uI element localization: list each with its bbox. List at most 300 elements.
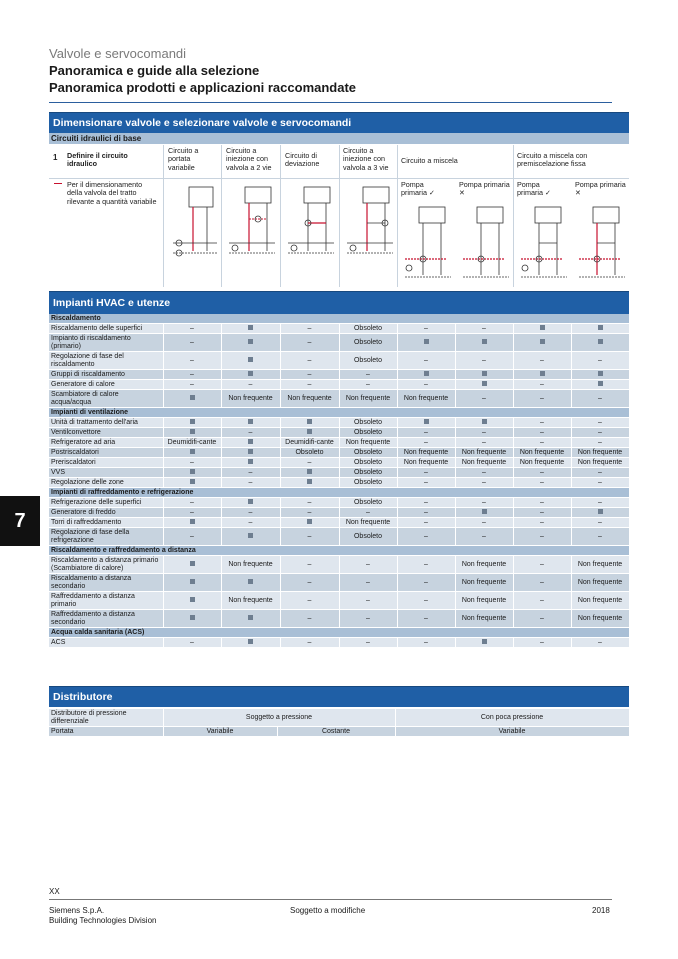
recommended-marker (190, 615, 195, 620)
circuit-diagram-injection-2way (225, 183, 279, 263)
table-cell: Non frequente (571, 592, 629, 610)
row-label: Regolazione delle zone (49, 478, 163, 488)
table-cell (221, 574, 280, 592)
footer-company: Siemens S.p.A. (49, 906, 105, 915)
table-cell (221, 438, 280, 448)
table-cell: – (455, 478, 513, 488)
recommended-marker (190, 561, 195, 566)
table-cell: – (455, 528, 513, 546)
table-cell (221, 638, 280, 648)
table-cell: Non frequente (455, 574, 513, 592)
recommended-marker (540, 339, 545, 344)
section-title: Riscaldamento e raffreddamento a distanza (49, 546, 629, 556)
recommended-marker (482, 381, 487, 386)
recommended-marker (540, 325, 545, 330)
table-row (49, 610, 629, 628)
table-cell: – (513, 438, 571, 448)
recommended-marker (482, 371, 487, 376)
table-cell (397, 370, 455, 380)
dimensioning-block (49, 112, 629, 144)
table-row (49, 498, 629, 508)
recommended-marker (190, 597, 195, 602)
row-label: Scambiatore di calore acqua/acqua (49, 390, 163, 408)
table-cell (163, 418, 221, 428)
distributor-bar: Distributore (49, 686, 629, 707)
circuit-diagram-premix-b (575, 203, 629, 285)
col-sep (513, 145, 514, 287)
table-cell (455, 370, 513, 380)
table-cell: Obsoleto (280, 448, 339, 458)
recommended-marker (248, 459, 253, 464)
distributor-cell: Variabile (163, 727, 277, 737)
table-cell: – (455, 438, 513, 448)
circuit-col: Circuito a iniezione con valvola a 3 vie (343, 146, 389, 172)
row-label: Preriscaldatori (49, 458, 163, 468)
table-cell: – (571, 498, 629, 508)
table-cell: Obsoleto (339, 352, 397, 370)
recommended-marker (248, 533, 253, 538)
table-cell: – (455, 324, 513, 334)
table-cell: Non frequente (221, 556, 280, 574)
table-cell: – (513, 592, 571, 610)
table-cell: – (513, 508, 571, 518)
table-cell: – (163, 380, 221, 390)
row-label: Regolazione di fase del riscaldamento (49, 352, 163, 370)
table-cell (221, 448, 280, 458)
table-row (49, 324, 629, 334)
table-cell (455, 334, 513, 352)
table-cell: – (339, 638, 397, 648)
table-cell: – (455, 518, 513, 528)
table-cell: Non frequente (571, 574, 629, 592)
table-cell: Non frequente (571, 556, 629, 574)
table-cell: – (397, 638, 455, 648)
table-cell (163, 574, 221, 592)
table-row (49, 352, 629, 370)
table-cell (221, 458, 280, 468)
table-cell (163, 478, 221, 488)
recommended-marker (482, 639, 487, 644)
dimensioning-bar: Dimensionare valvole e selezionare valvole e servocomandi (49, 112, 629, 133)
col-sep (221, 145, 222, 287)
table-cell: – (339, 610, 397, 628)
table-row (49, 370, 629, 380)
table-cell: Non frequente (397, 390, 455, 408)
table-cell: – (571, 638, 629, 648)
table-cell: – (513, 574, 571, 592)
table-cell (163, 592, 221, 610)
col-sep (280, 145, 281, 287)
section-header (49, 546, 629, 556)
table-cell: – (513, 468, 571, 478)
table-cell: – (513, 498, 571, 508)
recommended-marker (248, 325, 253, 330)
table-cell: – (280, 528, 339, 546)
table-cell: Non frequente (221, 390, 280, 408)
table-cell: – (280, 610, 339, 628)
table-cell: – (513, 478, 571, 488)
pump-label: Pompa primaria ✓ (401, 180, 435, 198)
row-label: Raffreddamento a distanza primario (49, 592, 163, 610)
row-label: Riscaldamento a distanza primario (Scambiatore di calore) (49, 556, 163, 574)
circuit-diagram-premix-a (517, 203, 571, 285)
table-cell: Non frequente (455, 458, 513, 468)
table-cell: – (455, 352, 513, 370)
table-cell (455, 638, 513, 648)
row-label: Refrigerazione delle superfici (49, 498, 163, 508)
table-cell: Obsoleto (339, 428, 397, 438)
row-label: Raffreddamento a distanza secondario (49, 610, 163, 628)
table-row (49, 448, 629, 458)
table-cell: – (397, 352, 455, 370)
table-cell: – (397, 556, 455, 574)
table-cell: Obsoleto (339, 478, 397, 488)
recommended-marker (248, 449, 253, 454)
circuits-table (49, 145, 629, 287)
recommended-marker (248, 639, 253, 644)
table-row (49, 390, 629, 408)
table-cell: – (280, 498, 339, 508)
table-cell: – (280, 556, 339, 574)
table-cell: – (513, 418, 571, 428)
table-cell: – (339, 574, 397, 592)
table-cell: – (163, 508, 221, 518)
row-label: ACS (49, 638, 163, 648)
hvac-block (49, 291, 629, 648)
table-cell (513, 334, 571, 352)
distributor-cell: Variabile (395, 727, 629, 737)
page-number: XX (49, 887, 60, 896)
table-cell: – (397, 508, 455, 518)
table-cell (571, 324, 629, 334)
footer-note: Soggetto a modifiche (290, 906, 366, 915)
table-cell (221, 498, 280, 508)
table-cell: – (397, 438, 455, 448)
chapter-tab: 7 (0, 496, 40, 546)
recommended-marker (190, 469, 195, 474)
pump-label: Pompa primaria ✕ (459, 180, 510, 198)
recommended-marker (248, 419, 253, 424)
table-cell: – (571, 528, 629, 546)
table-row (49, 556, 629, 574)
recommended-marker (424, 339, 429, 344)
table-cell: – (280, 380, 339, 390)
table-cell (221, 418, 280, 428)
table-row (49, 574, 629, 592)
table-cell (397, 334, 455, 352)
row-label: Ventilconvettore (49, 428, 163, 438)
recommended-marker (190, 449, 195, 454)
circuit-col: Circuito a miscela (401, 156, 458, 165)
table-cell: – (513, 352, 571, 370)
table-cell: – (221, 428, 280, 438)
table-cell: – (513, 428, 571, 438)
circuit-diagram-injection-3way (343, 183, 397, 263)
table-cell: – (280, 334, 339, 352)
recommended-marker (598, 509, 603, 514)
table-cell (280, 518, 339, 528)
footer-division: Building Technologies Division (49, 916, 157, 925)
circuits-subheader: Circuiti idraulici di base (49, 133, 629, 144)
table-cell: – (571, 518, 629, 528)
table-cell: – (455, 428, 513, 438)
footer-divider (49, 899, 612, 900)
table-cell: Obsoleto (339, 334, 397, 352)
table-cell: Non frequente (397, 458, 455, 468)
table-cell: – (571, 478, 629, 488)
table-cell: – (163, 458, 221, 468)
pump-label: Pompa primaria ✓ (517, 180, 551, 198)
table-cell: – (571, 428, 629, 438)
table-cell (280, 478, 339, 488)
distributor-table (49, 709, 630, 737)
recommended-marker (248, 615, 253, 620)
section-header (49, 488, 629, 498)
row-label: Torri di raffreddamento (49, 518, 163, 528)
table-cell: – (513, 556, 571, 574)
table-cell: – (163, 324, 221, 334)
table-row (49, 458, 629, 468)
table-cell: – (221, 518, 280, 528)
table-cell: – (571, 418, 629, 428)
circuit-diagram-variable (167, 183, 221, 263)
recommended-marker (248, 499, 253, 504)
section-title: Valvole e servocomandi (49, 46, 187, 61)
table-cell: – (397, 478, 455, 488)
circuit-col: Circuito a iniezione con valvola a 2 vie (226, 146, 272, 172)
table-cell: – (513, 390, 571, 408)
table-cell: – (397, 324, 455, 334)
row-label: Generatore di calore (49, 380, 163, 390)
table-cell: – (163, 370, 221, 380)
recommended-marker (482, 419, 487, 424)
circuit-diagram-mixing-a (401, 203, 455, 285)
table-row (49, 592, 629, 610)
distributor-cell: Costante (277, 727, 395, 737)
section-header (49, 628, 629, 638)
table-cell (221, 334, 280, 352)
table-cell: – (221, 380, 280, 390)
row-label: Generatore di freddo (49, 508, 163, 518)
table-row (49, 518, 629, 528)
table-cell (163, 468, 221, 478)
table-cell (397, 418, 455, 428)
table-cell: – (339, 370, 397, 380)
recommended-marker (307, 479, 312, 484)
recommended-marker (482, 509, 487, 514)
table-cell: Non frequente (339, 438, 397, 448)
table-row (49, 638, 629, 648)
table-cell: – (163, 528, 221, 546)
section-title: Impianti di ventilazione (49, 408, 629, 418)
row-label: Regolazione di fase della refrigerazione (49, 528, 163, 546)
table-cell: – (397, 528, 455, 546)
footer-year: 2018 (592, 906, 610, 915)
col-sep (163, 145, 164, 287)
table-cell (221, 352, 280, 370)
table-row (49, 468, 629, 478)
table-cell: Non frequente (221, 592, 280, 610)
table-cell (571, 508, 629, 518)
table-cell: – (280, 324, 339, 334)
distributor-block (49, 686, 629, 737)
table-cell: – (339, 592, 397, 610)
pump-label: Pompa primaria ✕ (575, 180, 626, 198)
row-label: Unità di trattamento dell'aria (49, 418, 163, 428)
table-cell: – (397, 574, 455, 592)
table-cell (455, 418, 513, 428)
distributor-label: Portata (49, 727, 163, 737)
recommended-marker (190, 429, 195, 434)
col-sep (397, 145, 398, 287)
distributor-row (49, 709, 629, 727)
table-cell: – (221, 478, 280, 488)
hvac-table (49, 314, 630, 648)
table-cell: – (513, 610, 571, 628)
table-row (49, 428, 629, 438)
table-cell (163, 390, 221, 408)
circuit-col: Circuito a miscela con premiscelazione fissa (517, 151, 588, 169)
distributor-cell: Con poca pressione (395, 709, 629, 727)
section-title: Riscaldamento (49, 314, 629, 324)
table-row (49, 528, 629, 546)
table-cell: – (397, 610, 455, 628)
table-cell: Obsoleto (339, 458, 397, 468)
table-cell: – (280, 370, 339, 380)
table-cell (571, 370, 629, 380)
table-cell: Non frequente (455, 556, 513, 574)
table-cell (221, 528, 280, 546)
recommended-marker (190, 395, 195, 400)
table-cell: – (571, 390, 629, 408)
distributor-cell: Soggetto a pressione (163, 709, 395, 727)
recommended-marker (190, 479, 195, 484)
table-cell: – (339, 556, 397, 574)
col-sep (339, 145, 340, 287)
table-row (49, 438, 629, 448)
table-cell: – (455, 468, 513, 478)
table-cell: Obsoleto (339, 418, 397, 428)
recommended-marker (598, 325, 603, 330)
recommended-marker (248, 439, 253, 444)
table-cell: Deumidifi-cante (163, 438, 221, 448)
table-cell: Non frequente (571, 458, 629, 468)
table-cell: – (397, 592, 455, 610)
table-cell: – (571, 438, 629, 448)
recommended-marker (598, 381, 603, 386)
row-label: VVS (49, 468, 163, 478)
page-subtitle: Panoramica prodotti e applicazioni raccomandate (49, 80, 357, 95)
section-header (49, 314, 629, 324)
table-cell: Non frequente (397, 448, 455, 458)
row-label: Impianto di riscaldamento (primario) (49, 334, 163, 352)
table-cell: Non frequente (571, 610, 629, 628)
row-label: Refrigeratore ad aria (49, 438, 163, 448)
table-cell (455, 508, 513, 518)
section-header (49, 408, 629, 418)
header-divider (49, 102, 612, 103)
table-cell (221, 370, 280, 380)
table-row (49, 508, 629, 518)
table-cell: – (571, 468, 629, 478)
circuit-diagram-mixing-b (459, 203, 513, 285)
recommended-marker (190, 519, 195, 524)
table-cell: Obsoleto (339, 498, 397, 508)
table-cell (513, 324, 571, 334)
table-cell: – (455, 498, 513, 508)
table-cell: – (163, 334, 221, 352)
recommended-marker (424, 371, 429, 376)
table-cell: – (397, 380, 455, 390)
table-cell (280, 428, 339, 438)
table-cell: – (513, 518, 571, 528)
table-cell (221, 324, 280, 334)
table-cell: – (163, 352, 221, 370)
table-cell: Non frequente (339, 390, 397, 408)
section-title: Acqua calda sanitaria (ACS) (49, 628, 629, 638)
table-cell: – (397, 518, 455, 528)
recommended-marker (540, 371, 545, 376)
table-cell: – (280, 592, 339, 610)
table-cell (455, 380, 513, 390)
row-label: Gruppi di riscaldamento (49, 370, 163, 380)
row-label: Riscaldamento a distanza secondario (49, 574, 163, 592)
distributor-label: Distributore di pressione differenziale (49, 709, 163, 727)
table-cell: Non frequente (571, 448, 629, 458)
table-cell: – (221, 508, 280, 518)
recommended-marker (307, 519, 312, 524)
table-cell: – (280, 574, 339, 592)
table-cell: – (339, 508, 397, 518)
table-cell (163, 518, 221, 528)
hvac-bar: Impianti HVAC e utenze (49, 291, 629, 314)
table-cell: – (280, 638, 339, 648)
table-cell: Non frequente (513, 448, 571, 458)
table-cell: – (397, 428, 455, 438)
table-row (49, 478, 629, 488)
table-cell: Non frequente (513, 458, 571, 468)
table-cell: – (397, 498, 455, 508)
recommended-marker (248, 357, 253, 362)
table-cell (280, 468, 339, 478)
recommended-marker (598, 371, 603, 376)
table-cell (571, 380, 629, 390)
red-marker (54, 183, 62, 184)
dim-description: Per il dimensionamento della valvola del tratto rilevante a quantità variabile (67, 180, 157, 206)
table-cell (163, 448, 221, 458)
table-cell (513, 370, 571, 380)
recommended-marker (248, 339, 253, 344)
table-cell: – (571, 352, 629, 370)
recommended-marker (307, 419, 312, 424)
step-number: 1 (53, 153, 58, 162)
table-cell (221, 610, 280, 628)
table-row (49, 334, 629, 352)
table-cell (163, 556, 221, 574)
table-cell: Non frequente (455, 610, 513, 628)
table-cell: – (280, 458, 339, 468)
table-cell: – (339, 380, 397, 390)
table-cell: – (455, 390, 513, 408)
table-cell: Obsoleto (339, 324, 397, 334)
table-cell: Obsoleto (339, 468, 397, 478)
table-cell: Deumidifi-cante (280, 438, 339, 448)
recommended-marker (424, 419, 429, 424)
table-cell (163, 610, 221, 628)
section-title: Impianti di raffreddamento e refrigerazione (49, 488, 629, 498)
recommended-marker (190, 419, 195, 424)
table-cell: Obsoleto (339, 528, 397, 546)
